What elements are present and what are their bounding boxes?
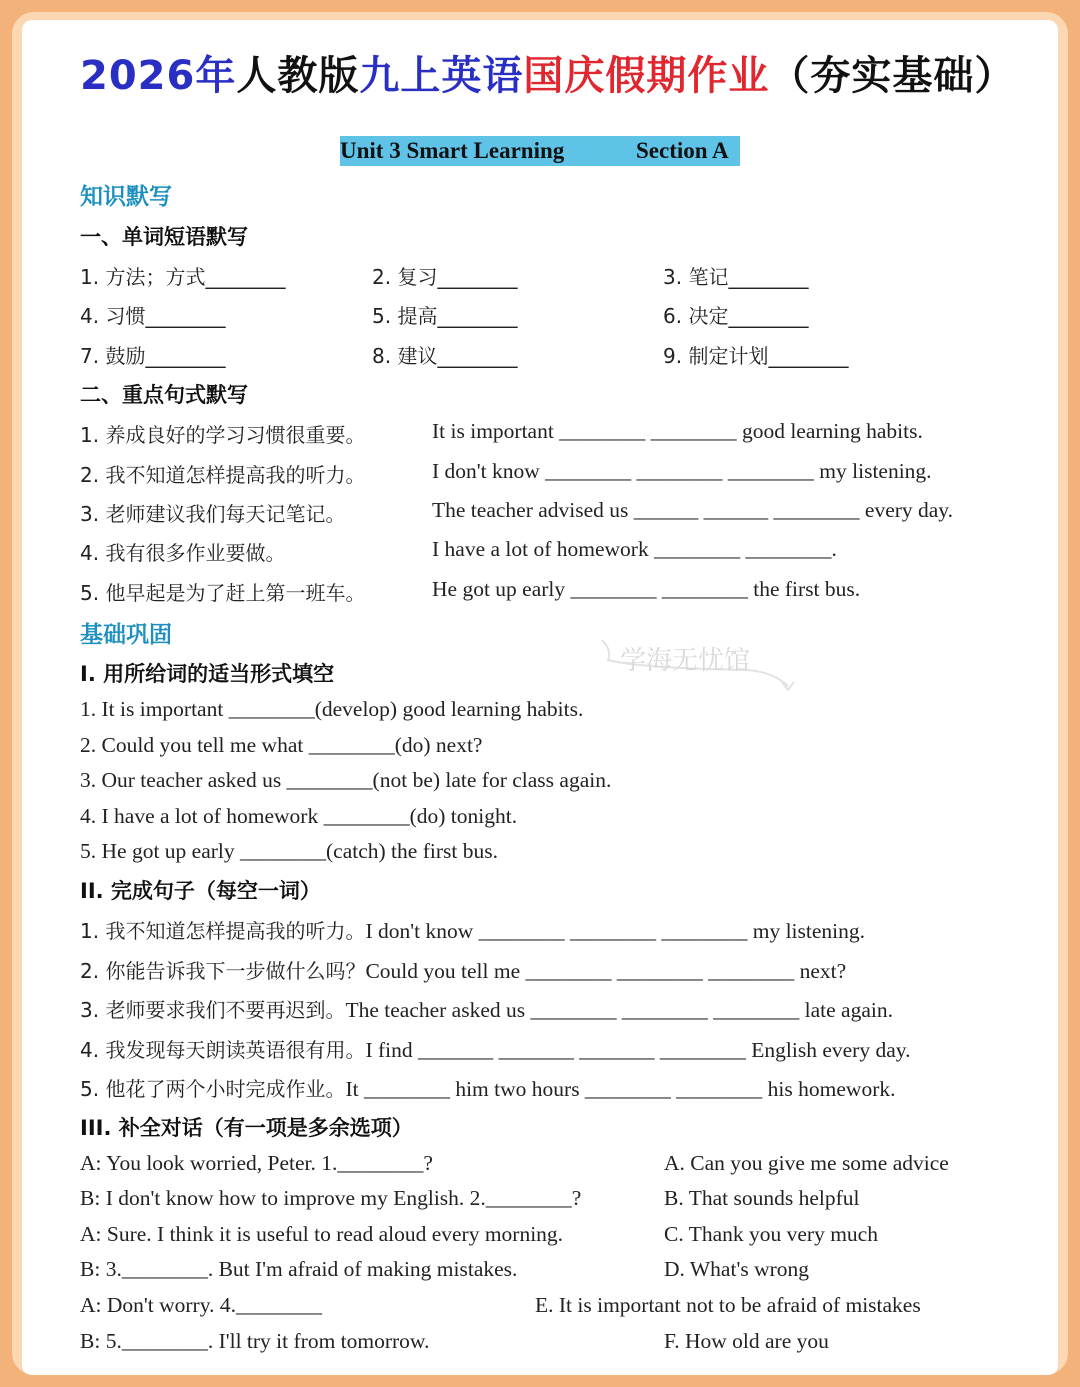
sentence-en: I have a lot of homework ________ ________. [432,537,837,561]
watermark [598,636,798,696]
complete-sentence-en: The teacher asked us ________ ________ ________ late again. [345,998,893,1022]
vocab-item: 8. 建议________ [372,344,518,368]
vocab-item: 7. 鼓励________ [80,344,226,368]
title-homework: 国庆假期作业 [523,53,770,99]
complete-sentence-zh: 4. 我发现每天朗读英语很有用。 [80,1038,366,1062]
complete-sentence-item [80,1073,895,1102]
section-name: Section A [636,138,729,163]
sentence-en: He got up early ________ ________ the first bus. [432,577,861,601]
complete-sentence-zh: 2. 你能告诉我下一步做什么吗？ [80,959,366,983]
complete-sentence-heading: II. 完成句子（每空一词） [80,879,321,903]
complete-sentence-zh: 3. 老师要求我们不要再迟到。 [80,998,346,1022]
vocab-item: 6. 决定________ [663,304,809,328]
dialogue-heading: III. 补全对话（有一项是多余选项） [80,1116,413,1140]
title-publisher: 人教版 [236,53,360,99]
dialogue-option: D. What's wrong [664,1257,809,1281]
complete-sentence-en: It ________ him two hours ________ ________ his homework. [345,1077,896,1101]
watermark-text: 学海无忧馆 [620,646,751,676]
vocab-item: 3. 笔记________ [663,265,809,289]
sentence-zh: 3. 老师建议我们每天记笔记。 [80,502,346,526]
title-note: （夯实基础） [769,53,1016,99]
sentence-zh: 1. 养成良好的学习习惯很重要。 [80,423,366,447]
sentence-heading: 二、重点句式默写 [80,383,248,407]
dialogue-line: B: I don't know how to improve my English. 2.________? [80,1186,582,1210]
sentence-zh: 5. 他早起是为了赶上第一班车。 [80,581,366,605]
complete-sentence-en: I don't know ________ ________ ________ my listening. [365,919,866,943]
dialogue-option: A. Can you give me some advice [664,1151,949,1175]
complete-sentence-item [80,915,865,944]
dialogue-option: F. How old are you [664,1329,829,1353]
unit-name: Unit 3 Smart Learning [340,138,565,163]
dialogue-line: A: Sure. I think it is useful to read aloud every morning. [80,1222,564,1246]
vocab-item: 5. 提高________ [372,304,518,328]
basics-heading: 基础巩固 [80,622,172,648]
dialogue-line: A: Don't worry. 4.________ [80,1293,322,1317]
dialogue-line: A: You look worried, Peter. 1.________? [80,1151,433,1175]
dialogue-option: C. Thank you very much [664,1222,878,1246]
dialogue-line: B: 5.________. I'll try it from tomorrow. [80,1329,430,1353]
dialogue-option: B. That sounds helpful [664,1186,860,1210]
complete-sentence-zh: 5. 他花了两个小时完成作业。 [80,1077,346,1101]
sentence-zh: 2. 我不知道怎样提高我的听力。 [80,463,366,487]
vocab-item: 4. 习惯________ [80,304,226,328]
complete-sentence-zh: 1. 我不知道怎样提高我的听力。 [80,919,366,943]
vocab-item: 9. 制定计划________ [663,344,849,368]
page-title [80,44,1040,101]
fill-form-heading: I. 用所给词的适当形式填空 [80,662,335,686]
complete-sentence-en: I find _______ _______ _______ ________ English every day. [365,1038,911,1062]
complete-sentence-item [80,1034,910,1063]
fill-form-item: 3. Our teacher asked us ________(not be) late for class again. [80,768,612,792]
sentence-en: The teacher advised us ______ ______ ________ every day. [432,498,954,522]
complete-sentence-item [80,955,846,984]
sentence-en: It is important ________ ________ good learning habits. [432,419,923,443]
knowledge-heading: 知识默写 [80,184,172,210]
fill-form-item: 5. He got up early ________(catch) the first bus. [80,839,498,863]
vocab-item: 2. 复习________ [372,265,518,289]
fill-form-item: 4. I have a lot of homework ________(do) tonight. [80,804,518,828]
sentence-zh: 4. 我有很多作业要做。 [80,541,286,565]
dialogue-line: B: 3.________. But I'm afraid of making mistakes. [80,1257,518,1281]
title-year: 2026年 [80,53,237,99]
fill-form-item: 2. Could you tell me what ________(do) next? [80,733,483,757]
vocab-item: 1. 方法；方式________ [80,265,286,289]
sentence-en: I don't know ________ ________ ________ my listening. [432,459,932,483]
complete-sentence-en: Could you tell me ________ ________ ________ next? [365,959,847,983]
complete-sentence-item [80,994,893,1023]
vocab-heading: 一、单词短语默写 [80,225,248,249]
unit-bar [340,136,740,166]
fill-form-item: 1. It is important ________(develop) good learning habits. [80,697,584,721]
dialogue-option: E. It is important not to be afraid of mistakes [535,1293,921,1317]
title-grade: 九上英语 [359,53,524,99]
